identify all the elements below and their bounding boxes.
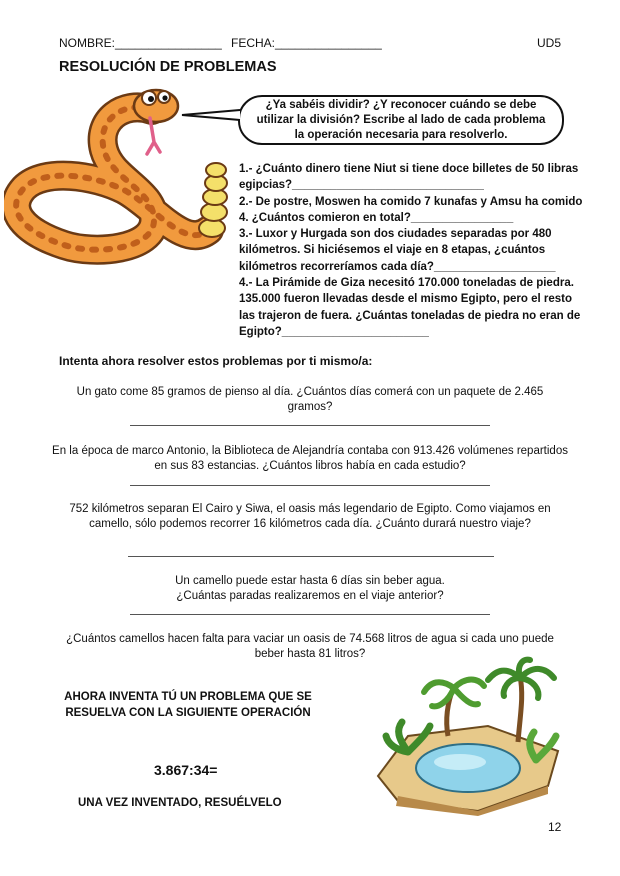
date-field-label: FECHA:________________ (231, 36, 382, 50)
answer-line-4[interactable] (130, 614, 490, 615)
problem-list (239, 161, 589, 340)
problem-2: 2.- De postre, Moswen ha comido 7 kunafas y Amsu ha comido 4. ¿Cuántos comieron en total?________________ (239, 195, 583, 224)
page-number: 12 (548, 820, 562, 834)
exercise-3-text: 752 kilómetros separan El Cairo y Siwa, el oasis más legendario de Egipto. Como viajamos en camello, sólo podemos recorrer 16 kilómetros cada día. ¿Cuánto durará nuestro viaje? (69, 503, 551, 530)
exercise-1-text: Un gato come 85 gramos de pienso al día. ¿Cuántos días comerá con un paquete de 2.465 gramos? (76, 386, 544, 413)
unit-label: UD5 (537, 36, 562, 50)
answer-line-1[interactable] (130, 425, 490, 426)
exercise-2 (50, 444, 570, 474)
page-title: RESOLUCIÓN DE PROBLEMAS (59, 59, 277, 75)
answer-line-2[interactable] (130, 485, 490, 486)
exercise-4 (150, 574, 470, 604)
exercise-5-text: ¿Cuántos camellos hacen falta para vaciar un oasis de 74.568 litros de agua si cada uno puede beber hasta 81 litros? (66, 633, 554, 660)
answer-line-3[interactable] (128, 556, 494, 557)
exercise-2-text: En la época de marco Antonio, la Biblioteca de Alejandría contaba con 913.426 volúmenes repartidos en sus 83 estancias. ¿Cuántos libros había en cada estudio? (52, 445, 568, 472)
rattle (199, 163, 227, 237)
operation: 3.867:34= (154, 762, 218, 778)
exercise-4-text: Un camello puede estar hasta 6 días sin beber agua. ¿Cuántas paradas realizaremos en el viaje anterior? (175, 575, 445, 602)
speech-bubble-text: ¿Ya sabéis dividir? ¿Y reconocer cuándo se debe utilizar la división? Escribe al lado de cada problema la operación necesaria para resolverlo. (256, 98, 546, 141)
exercise-1 (70, 385, 550, 415)
problem-1: 1.- ¿Cuánto dinero tiene Niut si tiene doce billetes de 50 libras egipcias?______________________________ (239, 163, 579, 192)
problem-4: 4.- La Pirámide de Giza necesitó 170.000 toneladas de piedra. 135.000 fueron llevadas desde el mismo Egipto, pero el resto las trajeron de fuera. ¿Cuántas toneladas de piedra no eran de Egipto?_______________________ (239, 277, 581, 338)
problem-3: 3.- Luxor y Hurgada son dos ciudades separadas por 480 kilómetros. Si hiciésemos el viaje en 8 etapas, ¿cuántos kilómetros recorreríamos cada día?___________________ (239, 228, 556, 273)
oasis-illustration (368, 656, 568, 816)
exercise-3 (66, 502, 554, 532)
section-subtitle: Intenta ahora resolver estos problemas por ti mismo/a: (59, 354, 373, 368)
speech-bubble (238, 95, 564, 145)
speech-bubble-tail (180, 108, 242, 122)
solve-instruction: UNA VEZ INVENTADO, RESUÉLVELO (78, 797, 282, 809)
invent-instruction: AHORA INVENTA TÚ UN PROBLEMA QUE SE RESUELVA CON LA SIGUIENTE OPERACIÓN (64, 691, 312, 719)
name-field-label: NOMBRE:________________ (59, 36, 222, 50)
